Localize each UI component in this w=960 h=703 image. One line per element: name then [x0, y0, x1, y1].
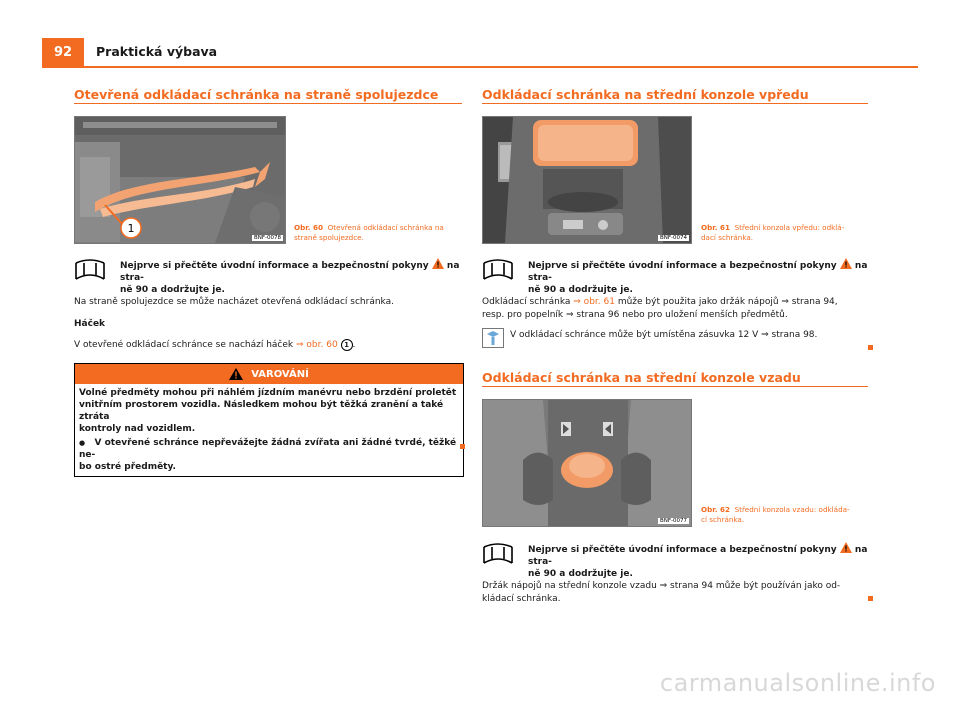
figure-61-caption: Obr. 61 Střední konzola vpředu: odklá- dací schránka.	[701, 223, 845, 242]
end-mark	[460, 444, 465, 449]
figure-code: BNF-0074	[659, 235, 687, 241]
chapter-title: Praktická výbava	[96, 44, 218, 59]
book-icon	[74, 259, 106, 281]
end-mark	[868, 345, 873, 350]
left-para2: V otevřené odkládací schránce se nachází háček ⇒ obr. 60 1 .	[74, 340, 356, 350]
end-mark	[868, 596, 873, 601]
right-bottom-read-first: Nejprve si přečtěte úvodní informace a bezpečnostní pokyny na stra- ně 90 a dodržujte je.	[482, 542, 872, 580]
figure-60-caption: Obr. 60 Otevřená odkládací schránka na straně spolujezdce.	[294, 223, 444, 242]
header-rule	[42, 66, 918, 68]
book-icon	[482, 259, 514, 281]
warning-triangle-icon	[840, 258, 852, 269]
warning-triangle-icon	[432, 258, 444, 269]
front-console-illustration	[483, 117, 691, 243]
right-bottom-para1: Držák nápojů na střední konzole vzadu ⇒ strana 94 může být používán jako od- kládací schránka.	[482, 581, 841, 604]
figure-60	[74, 116, 286, 244]
right-top-section-rule	[482, 103, 868, 104]
right-bottom-section-rule	[482, 386, 868, 387]
glovebox-illustration	[75, 117, 285, 243]
watermark: carmanualsonline.info	[659, 669, 936, 697]
info-note: V odkládací schránce může být umístěna zásuvka 12 V ⇒ strana 98.	[482, 328, 872, 348]
book-icon	[482, 543, 514, 565]
figure-62	[482, 399, 692, 527]
warning-box	[74, 363, 464, 477]
info-icon	[482, 328, 504, 348]
figure-code: BNF-0078	[253, 235, 281, 241]
figure-code: BNF-0077	[659, 518, 687, 524]
figure-callout: 1	[127, 222, 135, 235]
right-top-para1: Odkládací schránka ⇒ obr. 61 může být použita jako držák nápojů ⇒ strana 94, resp. pro popelník ⇒ strana 96 nebo pro uložení menších předmětů.	[482, 297, 838, 320]
right-top-section-title: Odkládací schránka na střední konzole vpředu	[482, 87, 809, 102]
figure-62-caption: Obr. 62 Střední konzola vzadu: odkláda- cí schránka.	[701, 505, 850, 524]
left-section-rule	[74, 103, 462, 104]
right-top-read-first: Nejprve si přečtěte úvodní informace a bezpečnostní pokyny na stra- ně 90 a dodržujte je.	[482, 258, 872, 296]
left-section-title: Otevřená odkládací schránka na straně spolujezdce	[74, 87, 439, 102]
figure-61	[482, 116, 692, 244]
right-bottom-section-title: Odkládací schránka na střední konzole vzadu	[482, 370, 801, 385]
warning-triangle-icon	[840, 542, 852, 553]
rear-console-illustration	[483, 400, 691, 526]
left-subhead: Háček	[74, 319, 106, 329]
callout-ref: 1	[341, 339, 353, 351]
page-number: 92	[42, 38, 84, 66]
fig-ref-61[interactable]: ⇒ obr. 61	[573, 297, 615, 307]
fig-ref-60[interactable]: ⇒ obr. 60	[296, 340, 338, 350]
warning-header: VAROVÁNÍ	[75, 364, 463, 384]
left-para1: Na straně spolujezdce se může nacházet otevřená odkládací schránka.	[74, 297, 394, 307]
warning-icon	[229, 368, 243, 380]
warning-body: Volné předměty mohou při náhlém jízdním manévru nebo brzdění proletět vnitřním prostorem vozidla. Následkem mohou být těžká zranění a také ztráta kontroly nad vozidlem. ● V otevřené schránce nepřevážejte žádná zvířata ani žádné tvrdé, těžké ne- bo ostré předměty.	[79, 388, 457, 472]
left-read-first: Nejprve si přečtěte úvodní informace a bezpečnostní pokyny na stra- ně 90 a dodržujte je.	[74, 258, 464, 296]
